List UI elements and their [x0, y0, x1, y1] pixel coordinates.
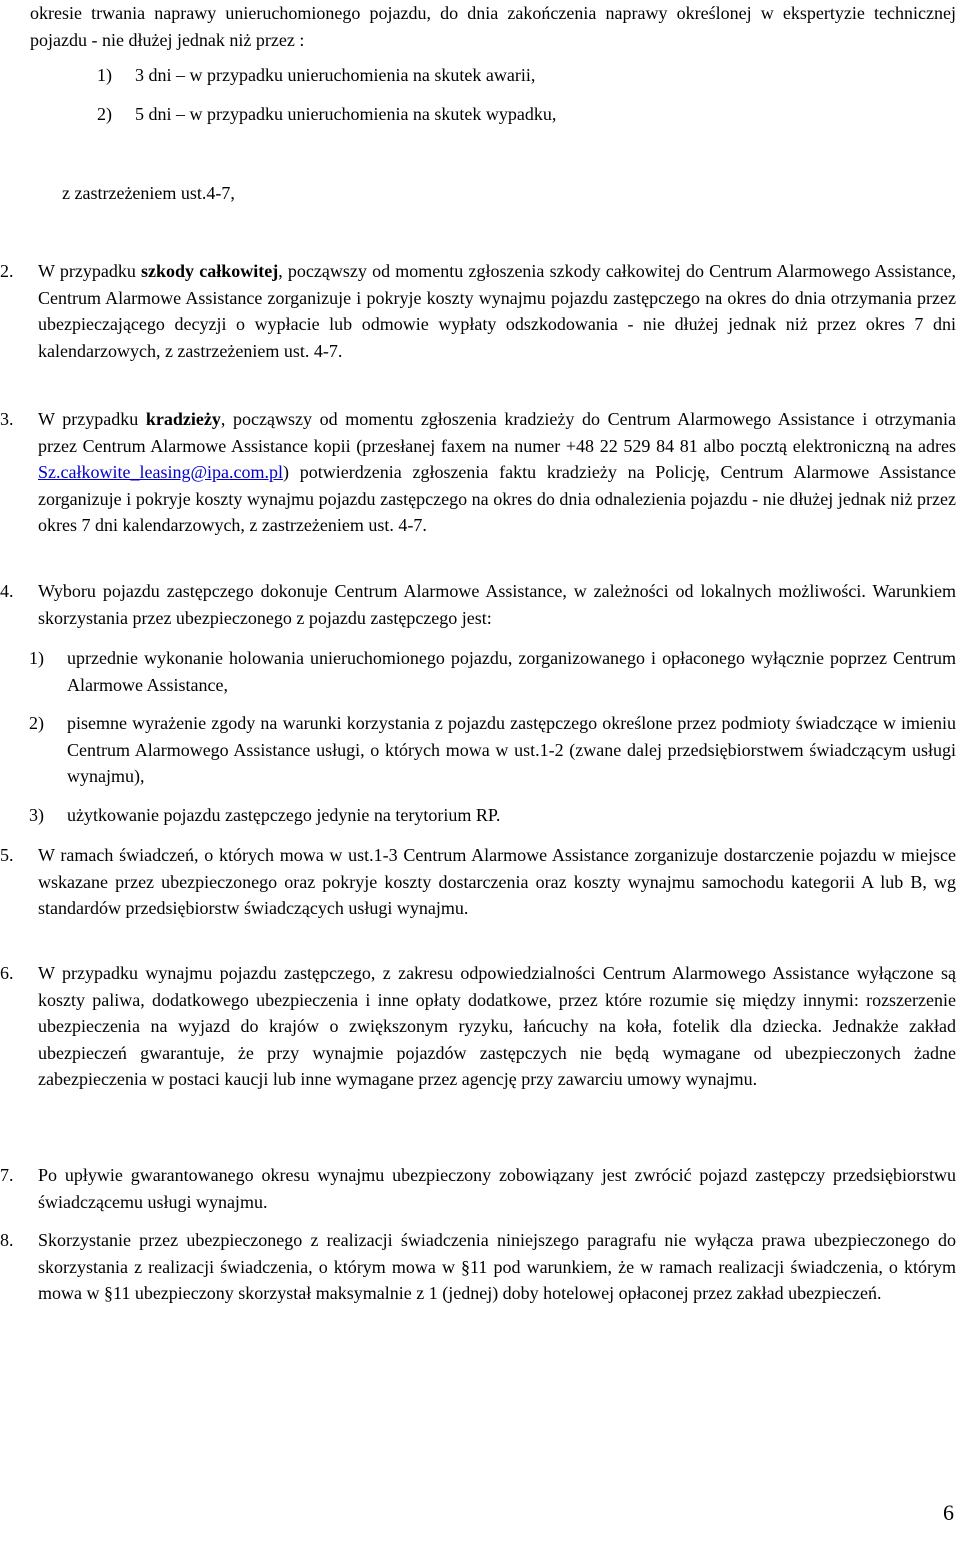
intro-list-item [97, 101, 556, 128]
section-number: 8. [0, 1230, 14, 1250]
section-number: 5. [0, 845, 14, 865]
section-number: 2. [0, 261, 14, 281]
item-text: uprzednie wykonanie holowania unieruchomionego pojazdu, zorganizowanego i opłaconego wyłącznie poprzez Centrum Alarmowe Assistance, [67, 648, 956, 695]
section-3 [0, 406, 957, 539]
item-number: 2) [29, 713, 44, 733]
section-text: W ramach świadczeń, o których mowa w ust.1-3 Centrum Alarmowe Assistance zorganizuje dostarczenie pojazdu w miejsce wskazane przez ubezpieczonego oraz pokryje koszty dostarczenia oraz koszty wynajmu samochodu kategorii A lub B, wg standardów przedsiębiorstw świadczących usługi wynajmu. [38, 845, 956, 918]
section-bold-term: szkody całkowitej [141, 261, 279, 281]
section-number: 3. [0, 409, 14, 429]
item-text: pisemne wyrażenie zgody na warunki korzystania z pojazdu zastępczego określone przez podmioty świadczące w imieniu Centrum Alarmowego Assistance usługi, o których mowa w ust.1-2 (zwane dalej przedsiębiorstwem świadczącym usługi wynajmu), [67, 713, 956, 786]
section-text: W przypadku [38, 409, 146, 429]
section-7 [0, 1162, 956, 1215]
section-text: Skorzystanie przez ubezpieczonego z realizacji świadczenia niniejszego paragrafu nie wyłącza prawa ubezpieczonego do skorzystania z realizacji świadczenia, o którym mowa w §11 pod warunkiem, że w ramach realizacji świadczenia, o którym mowa w §11 ubezpieczony skorzystał maksymalnie z 1 (jednej) doby hotelowej opłaconej przez zakład ubezpieczeń. [38, 1230, 956, 1303]
section-text: W przypadku wynajmu pojazdu zastępczego, z zakresu odpowiedzialności Centrum Alarmowego Assistance wyłączone są koszty paliwa, dodatkowego ubezpieczenia i inne opłaty dodatkowe, przez które rozumie się między innymi: rozszerzenie ubezpieczenia na wyjazd do krajów o zwiększonym ryzyku, łańcuchy na koła, fotelik dla dziecka. Jednakże zakład ubezpieczeń gwarantuje, że przy wynajmie pojazdów zastępczych nie będą wymagane od ubezpieczonych żadne zabezpieczenia w postaci kaucji lub inne wymagane przez agencję przy zawarciu umowy wynajmu. [38, 963, 956, 1089]
section-6 [0, 960, 956, 1093]
section-bold-term: kradzieży [145, 409, 221, 429]
section-8 [0, 1227, 956, 1307]
section-text: Po upływie gwarantowanego okresu wynajmu ubezpieczony zobowiązany jest zwrócić pojazd zastępczy przedsiębiorstwu świadczącemu usługi wynajmu. [38, 1165, 956, 1212]
section-4 [0, 578, 956, 631]
item-number: 3) [29, 805, 44, 825]
section-4-item [29, 710, 956, 790]
section-text: ) potwierdzenia zgłoszenia faktu kradzieży na Policję, Centrum Alarmowe Assistance zorganizuje i pokryje koszty wynajmu pojazdu zastępczego na okres do dnia odnalezienia pojazdu - nie dłużej jednak niż przez okres 7 dni kalendarzowych, z zastrzeżeniem ust. 4-7. [38, 462, 956, 535]
intro-paragraph: okresie trwania naprawy unieruchomionego pojazdu, do dnia zakończenia naprawy określonej w ekspertyzie technicznej pojazdu - nie dłużej jednak niż przez : [30, 3, 956, 50]
section-5 [0, 842, 956, 922]
section-number: 6. [0, 963, 14, 983]
section-text: W przypadku [38, 261, 142, 281]
section-number: 4. [0, 581, 14, 601]
section-text: , począwszy od momentu zgłoszenia kradzieży do Centrum Alarmowego Assistance i otrzymania przez Centrum Alarmowe Assistance kopii (przesłanej faxem na numer +48 22 529 84 81 albo pocztą elektroniczną na adres [38, 409, 957, 456]
list-number: 2) [97, 104, 112, 124]
list-text: 3 dni – w przypadku unieruchomienia na skutek awarii, [135, 65, 536, 85]
section-text: , począwszy od momentu zgłoszenia szkody całkowitej do Centrum Alarmowego Assistance, Centrum Alarmowe Assistance zorganizuje i pokryje koszty wynajmu pojazdu zastępczego na okres do dnia otrzymania przez ubezpieczającego decyzji o wypłacie lub odmowie wypłaty odszkodowania - nie dłużej jednak niż przez okres 7 dni kalendarzowych, z zastrzeżeniem ust. 4-7. [38, 261, 957, 361]
item-text: użytkowanie pojazdu zastępczego jedynie na terytorium RP. [67, 805, 501, 825]
page-number: 6 [943, 1500, 954, 1525]
email-link[interactable]: Sz.całkowite_leasing@ipa.com.pl [38, 462, 284, 482]
section-text: Wyboru pojazdu zastępczego dokonuje Centrum Alarmowe Assistance, w zależności od lokalnych możliwości. Warunkiem skorzystania przez ubezpieczonego z pojazdu zastępczego jest: [38, 581, 956, 628]
list-number: 1) [97, 65, 112, 85]
intro-list-item [97, 62, 535, 89]
item-number: 1) [29, 648, 44, 668]
section-4-item [29, 645, 956, 698]
section-4-item [29, 802, 956, 829]
reservation-note: z zastrzeżeniem ust.4-7, [62, 183, 235, 203]
list-text: 5 dni – w przypadku unieruchomienia na skutek wypadku, [135, 104, 557, 124]
section-number: 7. [0, 1165, 14, 1185]
section-2 [0, 258, 957, 364]
